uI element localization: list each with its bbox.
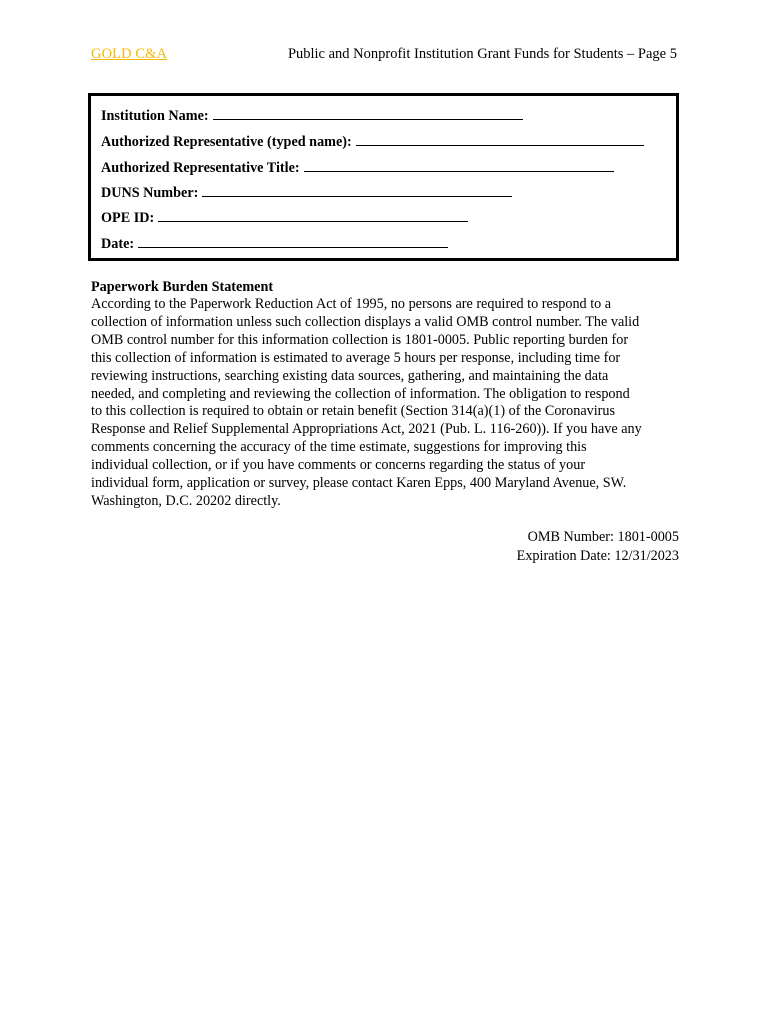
authorized-rep-name-field[interactable] bbox=[356, 131, 644, 146]
date-field[interactable] bbox=[138, 233, 448, 248]
page-header-title: Public and Nonprofit Institution Grant Funds for Students – Page 5 bbox=[287, 46, 677, 62]
date-row bbox=[101, 233, 448, 253]
burden-statement-heading: Paperwork Burden Statement bbox=[91, 279, 274, 295]
authorized-rep-title-row bbox=[101, 157, 614, 177]
institution-name-label: Institution Name: bbox=[101, 108, 209, 124]
date-label: Date: bbox=[101, 236, 135, 252]
burden-statement-body: According to the Paperwork Reduction Act of 1995, no persons are required to respond to a collection of information unless such collection displays a valid OMB control number. The valid OMB control number for this information collection is 1801-0005. Public reporting burden for this collection of information is estimated to average 5 hours per response, including time for reviewing instructions, searching existing data sources, gathering, and maintaining the data needed, and completing and reviewing the collection of information. The obligation to respond to this collection is required to obtain or retain benefit (Section 314(a)(1) of the Coronavirus Response and Relief Supplemental Appropriations Act, 2021 (Pub. L. 116-260)). If you have any comments concerning the accuracy of the time estimate, suggestions for improving this individual collection, or if you have comments or concerns regarding the status of your individual form, application or survey, please contact Karen Epps, 400 Maryland Avenue, SW. Washington, D.C. 20202 directly. bbox=[91, 296, 642, 509]
brand-link[interactable]: GOLD C&A bbox=[91, 46, 168, 62]
ope-id-field[interactable] bbox=[158, 207, 468, 222]
omb-expiration-date: Expiration Date: 12/31/2023 bbox=[516, 548, 679, 564]
ope-id-row bbox=[101, 207, 468, 227]
authorized-rep-title-field[interactable] bbox=[304, 157, 614, 172]
omb-info bbox=[517, 528, 679, 566]
institution-name-field[interactable] bbox=[213, 105, 523, 120]
institution-name-row bbox=[101, 105, 523, 125]
duns-number-field[interactable] bbox=[202, 182, 512, 197]
ope-id-label: OPE ID: bbox=[101, 210, 155, 226]
omb-number: OMB Number: 1801-0005 bbox=[527, 529, 679, 545]
duns-number-row bbox=[101, 182, 512, 202]
authorized-rep-name-row bbox=[101, 131, 644, 151]
signature-form-box bbox=[88, 93, 679, 261]
authorized-rep-name-label: Authorized Representative (typed name): bbox=[101, 134, 352, 150]
duns-number-label: DUNS Number: bbox=[101, 185, 199, 201]
authorized-rep-title-label: Authorized Representative Title: bbox=[101, 160, 300, 176]
